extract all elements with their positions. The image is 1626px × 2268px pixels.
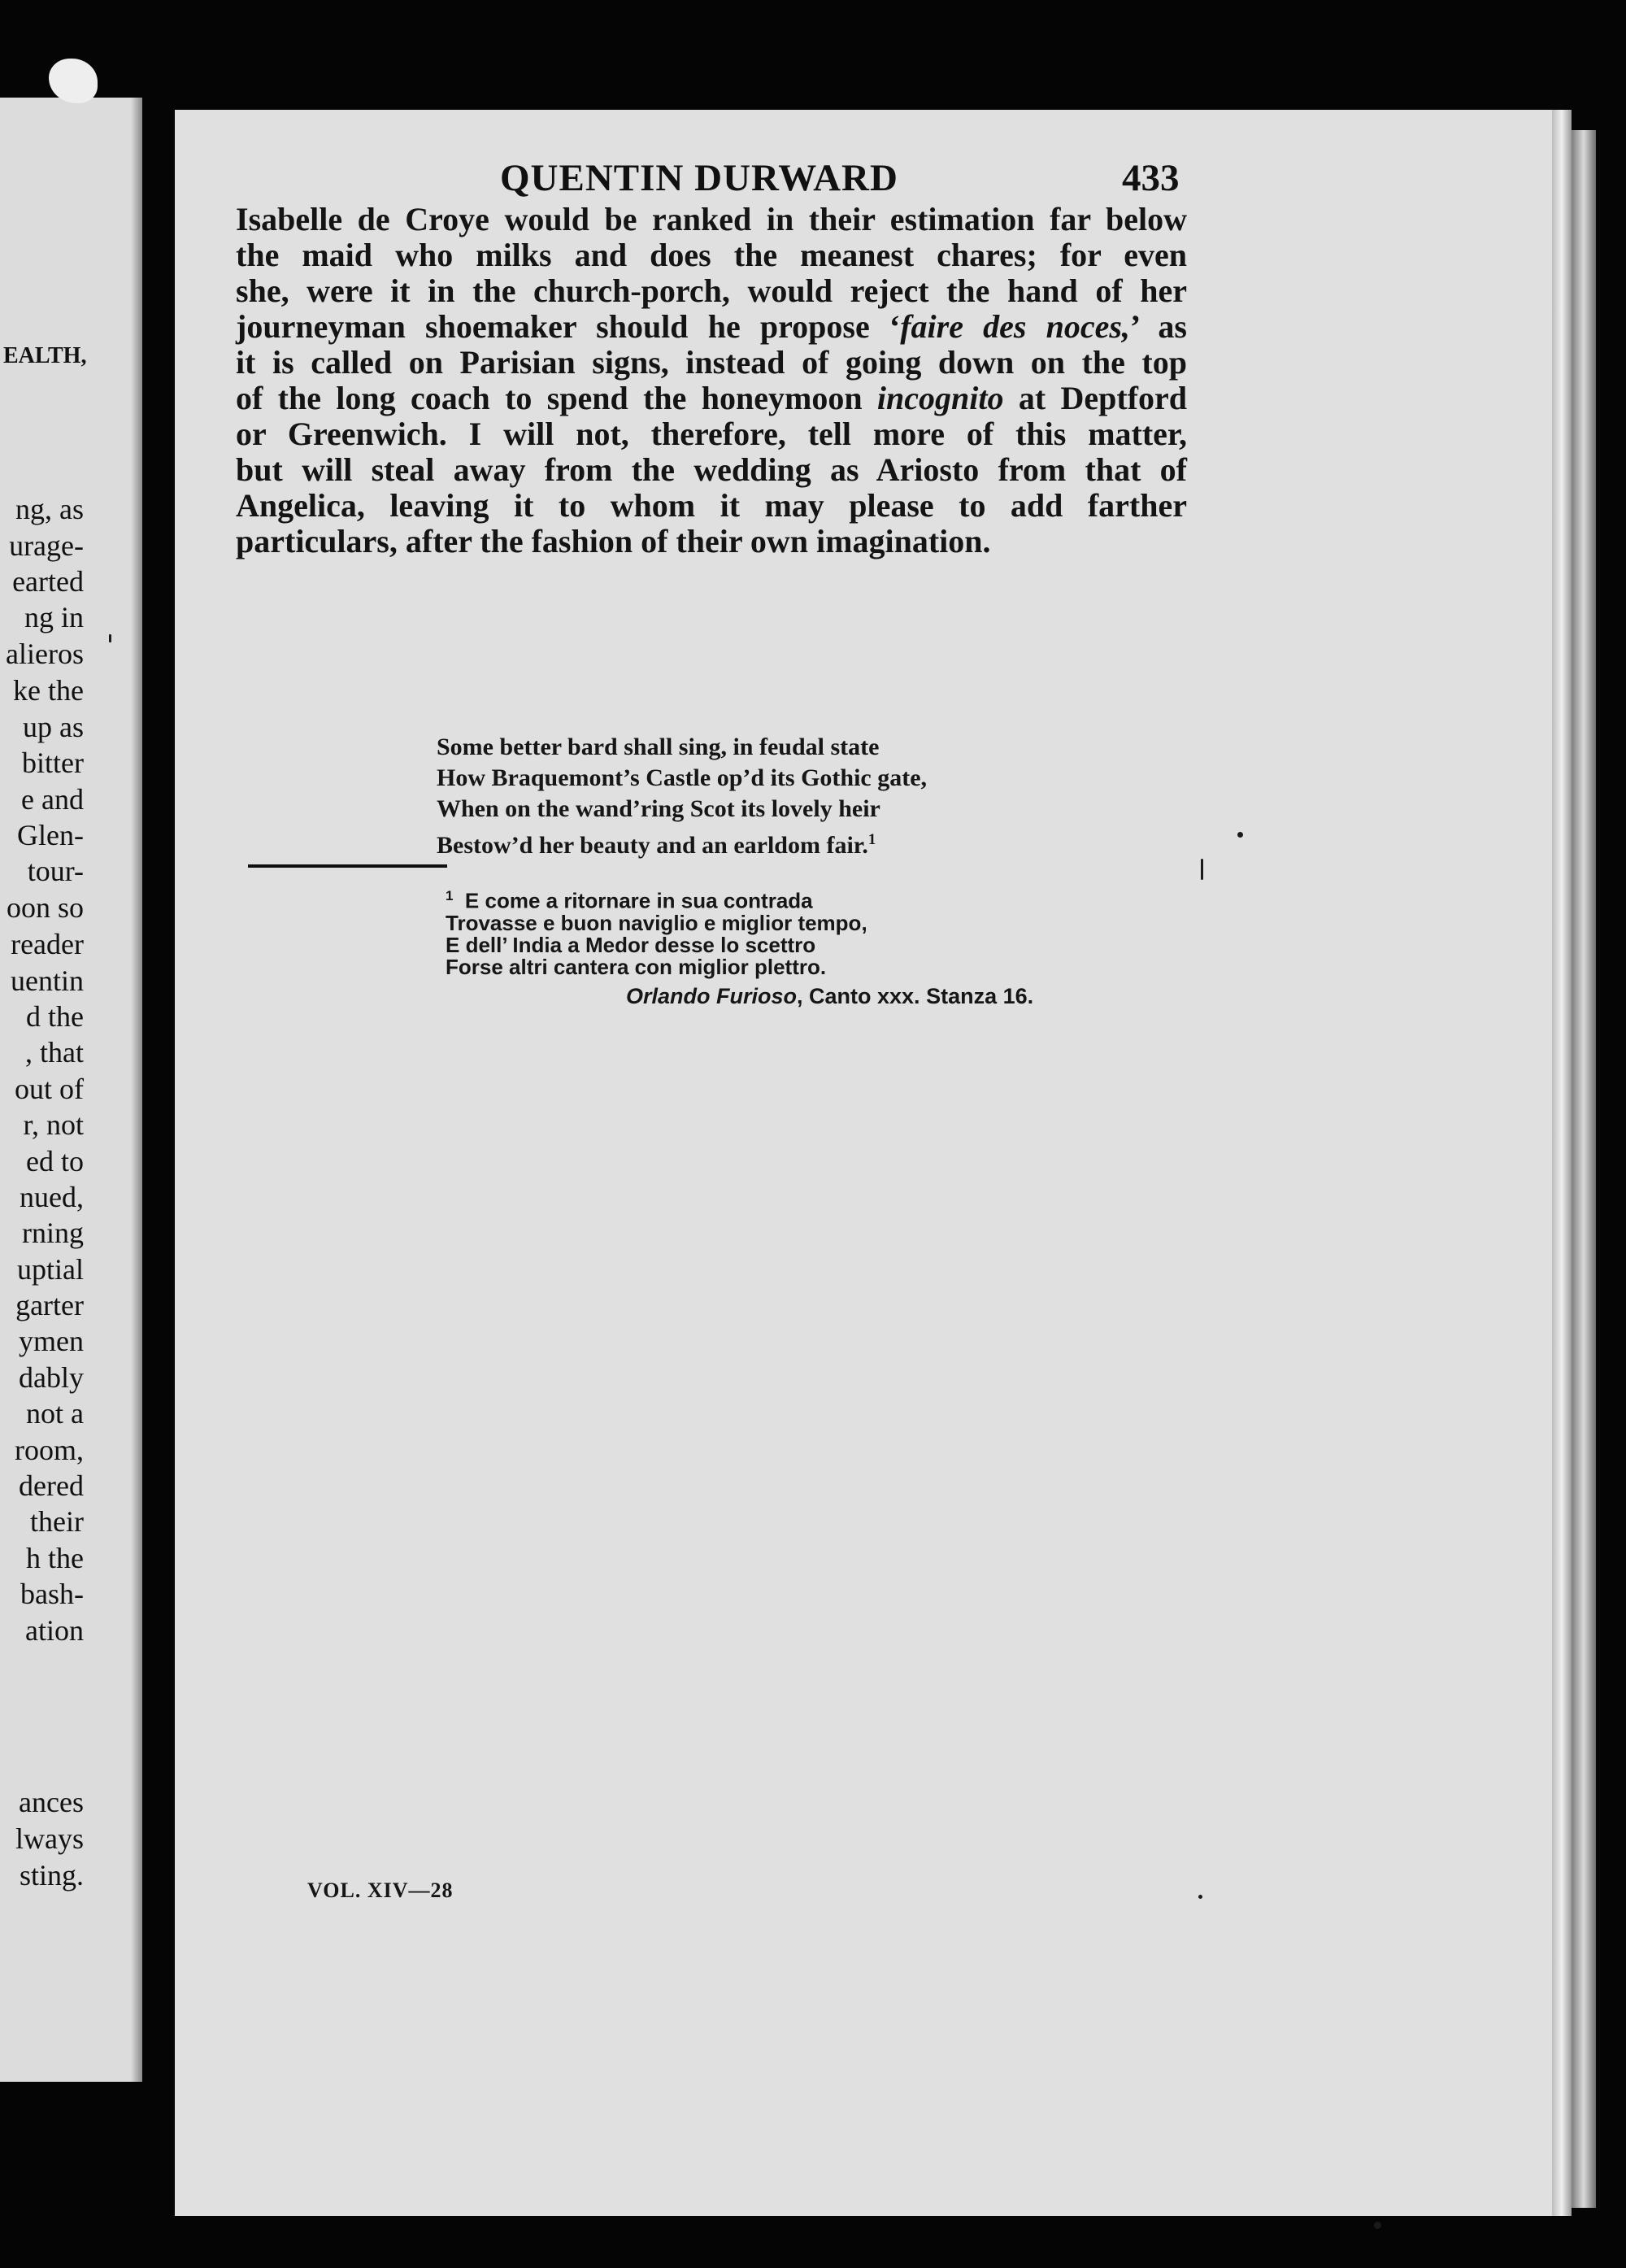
verse-line (437, 825, 927, 861)
verse-stanza (437, 732, 927, 861)
prose-line: it is called on Parisian signs, instead of going down on the top (236, 344, 1187, 381)
left-page-line: e and (21, 783, 84, 816)
footnote-marker: 1 (446, 888, 454, 903)
left-page-line: not a (26, 1397, 84, 1430)
left-page-line: tour- (27, 855, 84, 887)
prose-line (236, 309, 1187, 345)
left-page-line: room, (15, 1434, 84, 1466)
left-page-line: ymen (19, 1325, 84, 1357)
running-title: QUENTIN DURWARD (500, 157, 898, 199)
left-page-line: sting. (19, 1859, 84, 1891)
left-page-line: out of (15, 1073, 84, 1105)
footnote-line-text: E come a ritornare in sua contrada (464, 888, 813, 913)
prose-line: or Greenwich. I will not, therefore, tell more of this matter, (236, 416, 1187, 452)
left-page-line: reader (11, 928, 84, 960)
page-number: 433 (1122, 157, 1180, 199)
prose-italic-phrase: incognito (876, 380, 1004, 416)
left-page-line: ng, as (15, 493, 84, 525)
prose-line (236, 381, 1187, 416)
left-page-line: ation (25, 1614, 84, 1647)
footnote-reference: 1 (867, 831, 876, 848)
signature-mark: VOL. XIV—28 (307, 1878, 454, 1902)
left-page-line: uptial (17, 1253, 84, 1286)
prose-line: she, were it in the church-porch, would reject the hand of her (236, 272, 1187, 309)
prose-line: the maid who milks and does the meanest chares; for even (236, 237, 1187, 273)
left-page-line: earted (12, 565, 84, 598)
footnote-line: Forse altri cantera con miglior plettro. (446, 954, 827, 979)
footnote-line: E dell’ India a Medor desse lo scettro (446, 932, 816, 957)
verse-line-text: Bestow’d her beauty and an earldom fair. (437, 832, 868, 859)
left-page-line: ke the (13, 674, 84, 707)
footnote (446, 885, 867, 978)
prose-line: but will steal away from the wedding as Ariosto from that of (236, 451, 1187, 488)
left-page-line: h the (26, 1542, 84, 1574)
left-page-line: dably (19, 1361, 84, 1394)
ink-speck (109, 634, 111, 642)
left-page-line: urage- (9, 529, 84, 562)
left-page-line: Glen- (17, 819, 84, 851)
citation-reference: , Canto xxx. Stanza 16. (797, 984, 1034, 1008)
prose-text: at Deptford (1003, 380, 1187, 416)
verse-line: When on the wand’ring Scot its lovely heir (437, 795, 880, 822)
page-edge (1552, 110, 1572, 2216)
left-page-line: up as (23, 711, 84, 743)
left-page-heading: EALTH, (3, 343, 87, 368)
left-page-line: dered (19, 1469, 84, 1502)
page-fold-shadow (131, 98, 142, 2082)
left-page-line: nued, (20, 1181, 84, 1213)
citation-work-title: Orlando Furioso (626, 984, 798, 1008)
prose-line: Angelica, leaving it to whom it may please to add farther (236, 487, 1187, 524)
footnote-citation (626, 984, 1033, 1009)
left-page-line: ng in (24, 601, 84, 633)
prose-italic-phrase: faire des noces, (900, 308, 1130, 345)
left-page-line: , that (25, 1036, 84, 1069)
footnote-line: Trovasse e buon naviglio e miglior tempo, (446, 910, 867, 935)
left-page-line: d the (26, 1000, 84, 1033)
left-page-line: oon so (6, 891, 84, 924)
ink-speck (1198, 1895, 1202, 1899)
prose-text: journeyman shoemaker should he propose ‘ (236, 308, 901, 345)
left-page-line: bash- (20, 1578, 84, 1610)
prose-line: Isabelle de Croye would be ranked in their estimation far below (236, 201, 1187, 237)
footnote-line (446, 885, 867, 912)
footnote-rule (248, 864, 447, 868)
left-page-line: bitter (22, 747, 84, 779)
ink-speck (1374, 2222, 1381, 2229)
paper-tear-mark (49, 59, 98, 103)
left-page-line: garter (15, 1289, 84, 1321)
prose-text: ’ as (1129, 308, 1187, 345)
verse-line: Some better bard shall sing, in feudal state (437, 734, 880, 760)
left-page-line: r, not (23, 1108, 84, 1141)
left-page-line: lways (15, 1822, 84, 1855)
ink-speck (1201, 859, 1203, 880)
left-facing-page (0, 98, 142, 2082)
left-page-line: uentin (11, 964, 84, 997)
left-page-line: ances (19, 1786, 84, 1818)
verse-line: How Braquemont’s Castle op’d its Gothic gate, (437, 764, 928, 791)
page-stack-edge (1572, 130, 1596, 2208)
prose-text: of the long coach to spend the honeymoon (236, 380, 877, 416)
left-page-line: ed to (26, 1145, 84, 1178)
ink-speck (1237, 832, 1243, 838)
left-page-line: alieros (6, 638, 84, 670)
prose-paragraph (236, 202, 1187, 559)
prose-line: particulars, after the fashion of their own imagination. (236, 523, 991, 559)
left-page-line: rning (22, 1217, 84, 1249)
left-page-line: their (30, 1505, 84, 1538)
